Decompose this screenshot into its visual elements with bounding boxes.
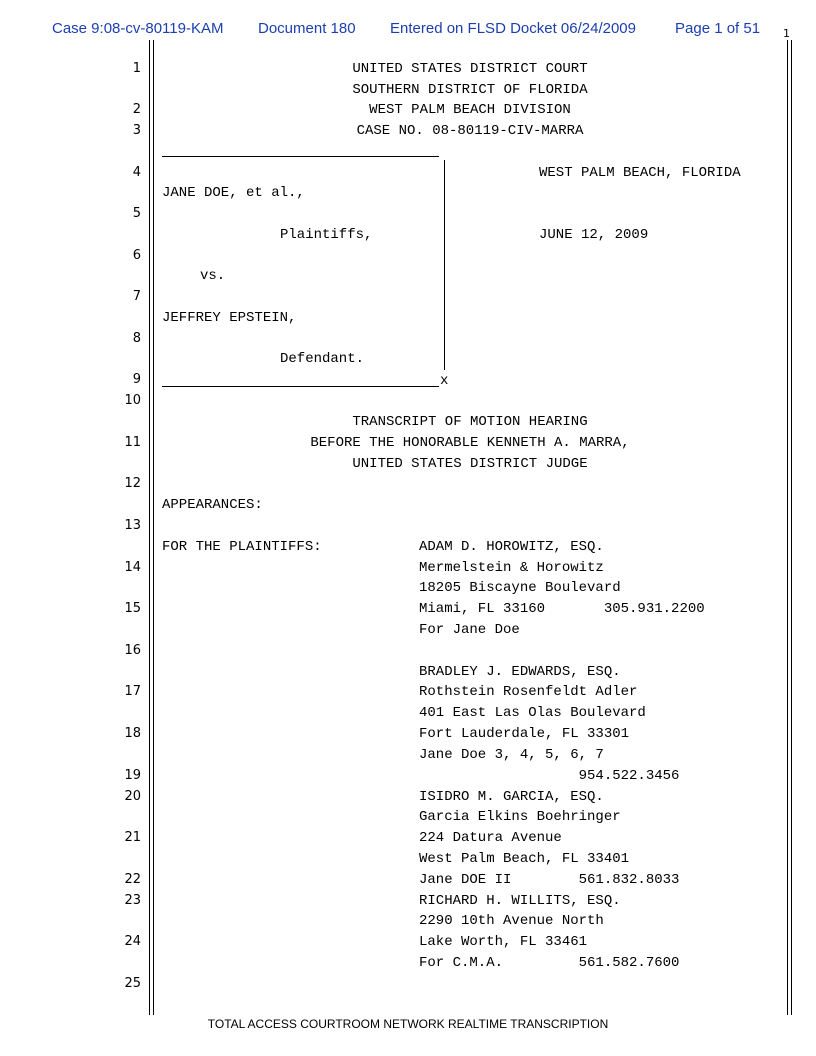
header-page-of: Page 1 of 51 [675,20,761,37]
line-number: 5 [132,206,141,221]
appearance-line: Garcia Elkins Boehringer [419,809,621,825]
line-number: 12 [124,476,141,491]
versus: vs. [200,268,226,284]
appearances-heading: APPEARANCES: [162,497,263,513]
judge-line: BEFORE THE HONORABLE KENNETH A. MARRA, [310,435,630,451]
page-number: 1 [783,27,790,40]
appearance-line: Miami, FL 33160 305.931.2200 [419,601,705,617]
line-number: 22 [124,872,141,887]
left-margin-rule [149,40,150,1015]
appearance-line: Mermelstein & Horowitz [419,560,604,576]
line-number: 6 [132,248,141,263]
appearance-line: Rothstein Rosenfeldt Adler [419,684,638,700]
line-number: 2 [132,102,141,117]
right-margin-rule [787,40,788,1015]
caption-x-mark: x [440,373,449,389]
line-number: 19 [124,768,141,783]
caption-bottom-rule [162,386,439,387]
line-number: 1 [132,61,141,76]
appearance-line: 954.522.3456 [419,768,680,784]
line-number: 25 [124,976,141,991]
for-plaintiffs-label: FOR THE PLAINTIFFS: [162,539,322,555]
case-number: CASE NO. 08-80119-CIV-MARRA [356,123,584,139]
line-number: 24 [124,934,141,949]
appearance-line: 18205 Biscayne Boulevard [419,580,621,596]
plaintiff-name: JANE DOE, et al., [162,185,305,201]
line-number: 23 [124,893,141,908]
hearing-date: JUNE 12, 2009 [539,227,649,243]
line-number: 16 [124,643,141,658]
line-number: 10 [124,393,141,408]
left-margin-rule-inner [153,40,154,1015]
line-number: 17 [124,684,141,699]
footer-credit: TOTAL ACCESS COURTROOM NETWORK REALTIME TRANSCRIPTION [207,1017,609,1031]
header-case-number: Case 9:08-cv-80119-KAM [52,20,224,37]
transcript-title: TRANSCRIPT OF MOTION HEARING [352,414,588,430]
plaintiff-role: Plaintiffs, [280,227,373,243]
appearance-line: ADAM D. HOROWITZ, ESQ. [419,539,604,555]
court-division: WEST PALM BEACH DIVISION [369,102,571,118]
court-district: SOUTHERN DISTRICT OF FLORIDA [352,82,588,98]
judge-title: UNITED STATES DISTRICT JUDGE [352,456,588,472]
defendant-name: JEFFREY EPSTEIN, [162,310,297,326]
line-number: 18 [124,726,141,741]
line-number: 3 [132,123,141,138]
caption-top-rule [162,156,439,157]
appearance-line: For Jane Doe [419,622,520,638]
appearance-line: Fort Lauderdale, FL 33301 [419,726,630,742]
appearance-line: 401 East Las Olas Boulevard [419,705,646,721]
appearance-line: RICHARD H. WILLITS, ESQ. [419,893,621,909]
header-document: Document 180 [258,20,356,37]
line-number: 14 [124,560,141,575]
appearance-line: Jane DOE II 561.832.8033 [419,872,680,888]
appearance-line: 224 Datura Avenue [419,830,562,846]
caption-divider [444,160,445,370]
appearance-line: ISIDRO M. GARCIA, ESQ. [419,789,604,805]
line-number: 11 [124,435,141,450]
hearing-location: WEST PALM BEACH, FLORIDA [539,165,741,181]
header-entered: Entered on FLSD Docket 06/24/2009 [390,20,636,37]
line-number: 9 [132,372,141,387]
court-name: UNITED STATES DISTRICT COURT [352,61,588,77]
line-number: 15 [124,601,141,616]
appearance-line: Jane Doe 3, 4, 5, 6, 7 [419,747,604,763]
appearance-line: West Palm Beach, FL 33401 [419,851,630,867]
line-number: 7 [132,289,141,304]
line-number: 4 [132,165,141,180]
appearance-line: 2290 10th Avenue North [419,913,604,929]
defendant-role: Defendant. [280,351,365,367]
appearance-line: Lake Worth, FL 33461 [419,934,588,950]
appearance-line: BRADLEY J. EDWARDS, ESQ. [419,664,621,680]
line-number: 20 [124,789,141,804]
line-number: 13 [124,518,141,533]
right-margin-rule-outer [791,40,792,1015]
line-number: 8 [132,331,141,346]
appearance-line: For C.M.A. 561.582.7600 [419,955,680,971]
line-number: 21 [124,830,141,845]
